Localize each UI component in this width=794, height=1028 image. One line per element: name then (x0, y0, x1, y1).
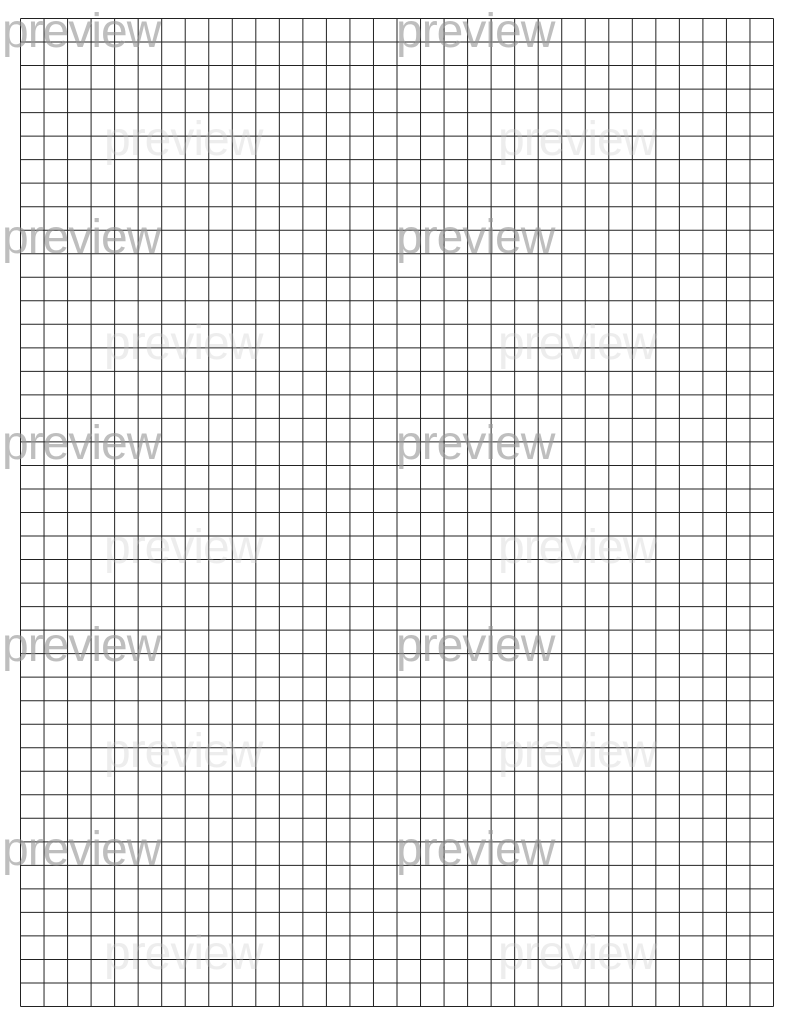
watermark-text: preview (2, 417, 161, 470)
watermark-text: preview (498, 725, 657, 778)
watermark-text: preview (396, 5, 555, 58)
watermark-text: preview (104, 317, 263, 370)
watermark-text: preview (104, 725, 263, 778)
watermark-text: preview (396, 417, 555, 470)
watermark-text: preview (104, 113, 263, 166)
watermark-text: preview (396, 619, 555, 672)
watermark-text: preview (104, 927, 263, 980)
watermark-text: preview (396, 823, 555, 876)
watermark-text: preview (396, 211, 555, 264)
watermark-text: preview (498, 521, 657, 574)
watermark-text: preview (498, 927, 657, 980)
watermark-text: preview (498, 317, 657, 370)
watermark-text: preview (2, 211, 161, 264)
watermark-text: preview (2, 619, 161, 672)
watermark-text: preview (2, 5, 161, 58)
watermark-text: preview (498, 113, 657, 166)
watermark-text: preview (2, 823, 161, 876)
watermark-text: preview (104, 521, 263, 574)
